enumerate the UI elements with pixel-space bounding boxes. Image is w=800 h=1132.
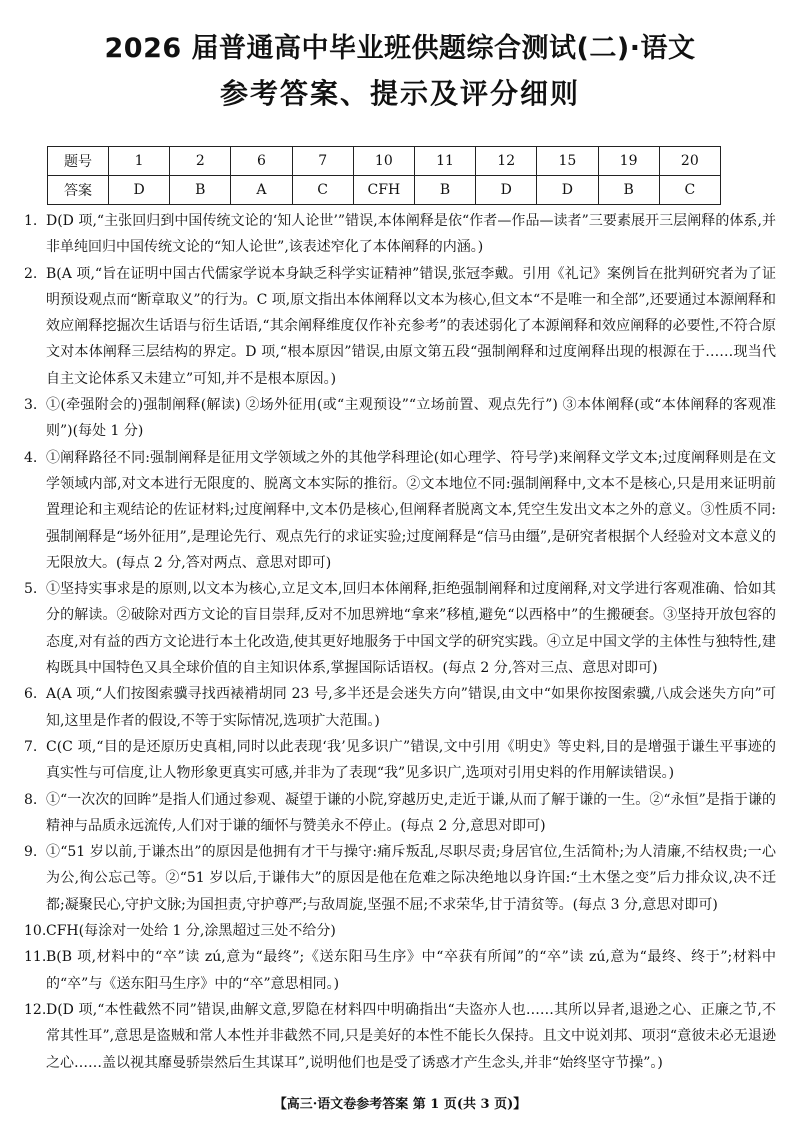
item-number: 3. — [24, 397, 38, 414]
item-text: B(A 项,“旨在证明中国古代儒家学说本身缺乏科学实证精神”错误,张冠李戴。引用《礼记》案例旨在批判研究者为了证明预设观点而“断章取义”的行为。C 项,原文指出本体阐释以文本为核心,但文本“不是唯一和全部”,还要通过本源阐释和效应阐释挖掘次生话语与衍生话语,“其余阐释维度仅作补充参考”的表述弱化了本源阐释和效应阐释的必要性,不符合原文对本体阐释三层结构的界定。D 项,“根本原因”错误,由原文第五段“强制阐释和过度阐释出现的根源在于……现当代自主文论体系又未建立”可知,并不是根本原因。) — [46, 265, 776, 387]
answer-item-5 — [24, 576, 776, 681]
answer-item-9 — [24, 839, 776, 918]
row-label-answer: 答案 — [48, 176, 109, 205]
question-number-cell: 15 — [537, 147, 598, 176]
answer-item-6 — [24, 681, 776, 734]
item-text: B(B 项,材料中的“卒”读 zú,意为“最终”;《送东阳马生序》中“卒获有所闻”的“卒”读 zú,意为“最终、终于”;材料中的“卒”与《送东阳马生序》中的“卒”意思相同。) — [46, 949, 776, 992]
document-title: 2026 届普通高中毕业班供题综合测试(二)·语文 — [104, 33, 696, 64]
answer-cell: D — [537, 176, 598, 205]
question-number-cell: 11 — [414, 147, 475, 176]
item-number: 6. — [24, 686, 38, 703]
item-number: 1. — [24, 213, 38, 229]
answer-cell: B — [598, 176, 659, 205]
answer-item-4 — [24, 445, 776, 576]
item-text: CFH(每涂对一处给 1 分,涂黑超过三处不给分) — [46, 923, 336, 940]
question-number-cell: 2 — [170, 147, 231, 176]
item-text: ①坚持实事求是的原则,以文本为核心,立足文本,回归本体阐释,拒绝强制阐释和过度阐释,对文学进行客观准确、恰如其分的解读。②破除对西方文论的盲目崇拜,反对不加思辨地“拿来”移植,避免“以西格中”的生搬硬套。③坚持开放包容的态度,对有益的西方文论进行本土化改造,使其更好地服务于中国文学的研究实践。④立足中国文学的主体性与独特性,建构既具中国特色又具全球价值的自主知识体系,掌握国际话语权。(每点 2 分,答对三点、意思对即可) — [46, 581, 776, 677]
item-number: 5. — [24, 581, 38, 598]
question-number-cell: 7 — [292, 147, 353, 176]
answer-cell: D — [476, 176, 537, 205]
answer-cell: C — [659, 176, 720, 205]
item-number: 11. — [24, 949, 47, 966]
answer-cell: B — [414, 176, 475, 205]
document-subtitle: 参考答案、提示及评分细则 — [219, 77, 580, 110]
item-text: ①(牵强附会的)强制阐释(解读) ②场外征用(或“主观预设”“立场前置、观点先行”) ③本体阐释(或“本体阐释的客观准则”)(每处 1 分) — [46, 397, 776, 440]
answer-item-1 — [24, 208, 776, 261]
question-number-cell: 20 — [659, 147, 720, 176]
answer-cell: B — [170, 176, 231, 205]
answer-item-7 — [24, 734, 776, 787]
question-number-cell: 12 — [476, 147, 537, 176]
item-number: 10. — [24, 923, 47, 940]
page-footer: 【高三·语文卷参考答案 第 1 页(共 3 页)】 — [273, 1097, 527, 1112]
item-number: 4. — [24, 449, 38, 466]
answer-explanations — [24, 208, 776, 1076]
item-text: ①“51 岁以前,于谦杰出”的原因是他拥有才干与操守:痛斥叛乱,尽职尽责;身居官位,生活简朴;为人清廉,不结权贵;一心为公,徇公忘己等。②“51 岁以后,于谦伟大”的原因是他在危难之际决绝地以身许国:“土木堡之变”后力排众议,决不迁都;凝聚民心,守护文脉;为国担责,守护尊严;与敌周旋,坚强不屈;不求荣华,甘于清贫等。(每点 3 分,意思对即可) — [46, 844, 776, 913]
item-text: ①“一次次的回眸”是指人们通过参观、凝望于谦的小院,穿越历史,走近于谦,从而了解于谦的一生。②“永恒”是指于谦的精神与品质永远流传,人们对于谦的缅怀与赞美永不停止。(每点 2 分,意思对即可) — [46, 791, 776, 834]
question-number-cell: 19 — [598, 147, 659, 176]
item-text: D(D 项,“本性截然不同”错误,曲解文意,罗隐在材料四中明确指出“夫盗亦人也……其所以异者,退逊之心、正廉之节,不常其性耳”,意思是盗贼和常人本性并非截然不同,只是美好的本性不能长久保持。且文中说刘邦、项羽“意彼未必无退逊之心……盖以视其靡曼骄崇然后生其谋耳”,说明他们也是受了诱惑才产生念头,并非“始终坚守节操”。) — [46, 1001, 776, 1071]
answer-table — [47, 146, 721, 205]
item-number: 12. — [24, 1001, 47, 1018]
answer-item-8 — [24, 787, 776, 840]
item-text: D(D 项,“主张回归到中国传统文论的‘知人论世’”错误,本体阐释是依“作者—作品—读者”三要素展开三层阐释的体系,并非单纯回归中国传统文论的“知人论世”,该表述窄化了本体阐释的内涵。) — [46, 213, 776, 256]
item-number: 9. — [24, 844, 38, 861]
question-number-cell: 1 — [109, 147, 170, 176]
answer-item-11 — [24, 944, 776, 997]
question-number-cell: 6 — [231, 147, 292, 176]
answer-cell: CFH — [353, 176, 414, 205]
item-text: C(C 项,“目的是还原历史真相,同时以此表现‘我’见多识广”错误,文中引用《明史》等史料,目的是增强于谦生平事迹的真实性与可信度,让人物形象更真实可感,并非为了表现“我”见多识广,选项对引用史料的作用解读错误。) — [46, 738, 776, 782]
item-number: 2. — [24, 265, 38, 282]
answer-cell: C — [292, 176, 353, 205]
answer-item-10 — [24, 918, 776, 944]
question-number-row — [48, 147, 721, 176]
answer-cell: D — [109, 176, 170, 205]
item-text: A(A 项,“人们按图索骥寻找西裱褙胡同 23 号,多半还是会迷失方向”错误,由文中“如果你按图索骥,八成会迷失方向”可知,这里是作者的假设,不等于实际情况,选项扩大范围。) — [46, 686, 776, 729]
item-text: ①阐释路径不同:强制阐释是征用文学领域之外的其他学科理论(如心理学、符号学)来阐释文学文本;过度阐释则是在文学领域内部,对文本进行无限度的、脱离文本实际的推衍。②文本地位不同:强制阐释中,文本不是核心,只是用来证明前置理论和主观结论的佐证材料;过度阐释中,文本仍是核心,但阐释者脱离文本,凭空生发出文本之外的意义。③性质不同:强制阐释是“场外征用”,是理论先行、观点先行的求证实验;过度阐释是“信马由缰”,是研究者根据个人经验对文本意义的无限放大。(每点 2 分,答对两点、意思对即可) — [46, 449, 776, 571]
answer-cell: A — [231, 176, 292, 205]
item-number: 7. — [24, 738, 38, 755]
answer-item-12 — [24, 997, 776, 1076]
item-number: 8. — [24, 791, 38, 808]
answer-row — [48, 176, 721, 205]
row-label-question: 题号 — [48, 147, 109, 176]
answer-item-2 — [24, 261, 776, 392]
answer-item-3 — [24, 392, 776, 445]
question-number-cell: 10 — [353, 147, 414, 176]
